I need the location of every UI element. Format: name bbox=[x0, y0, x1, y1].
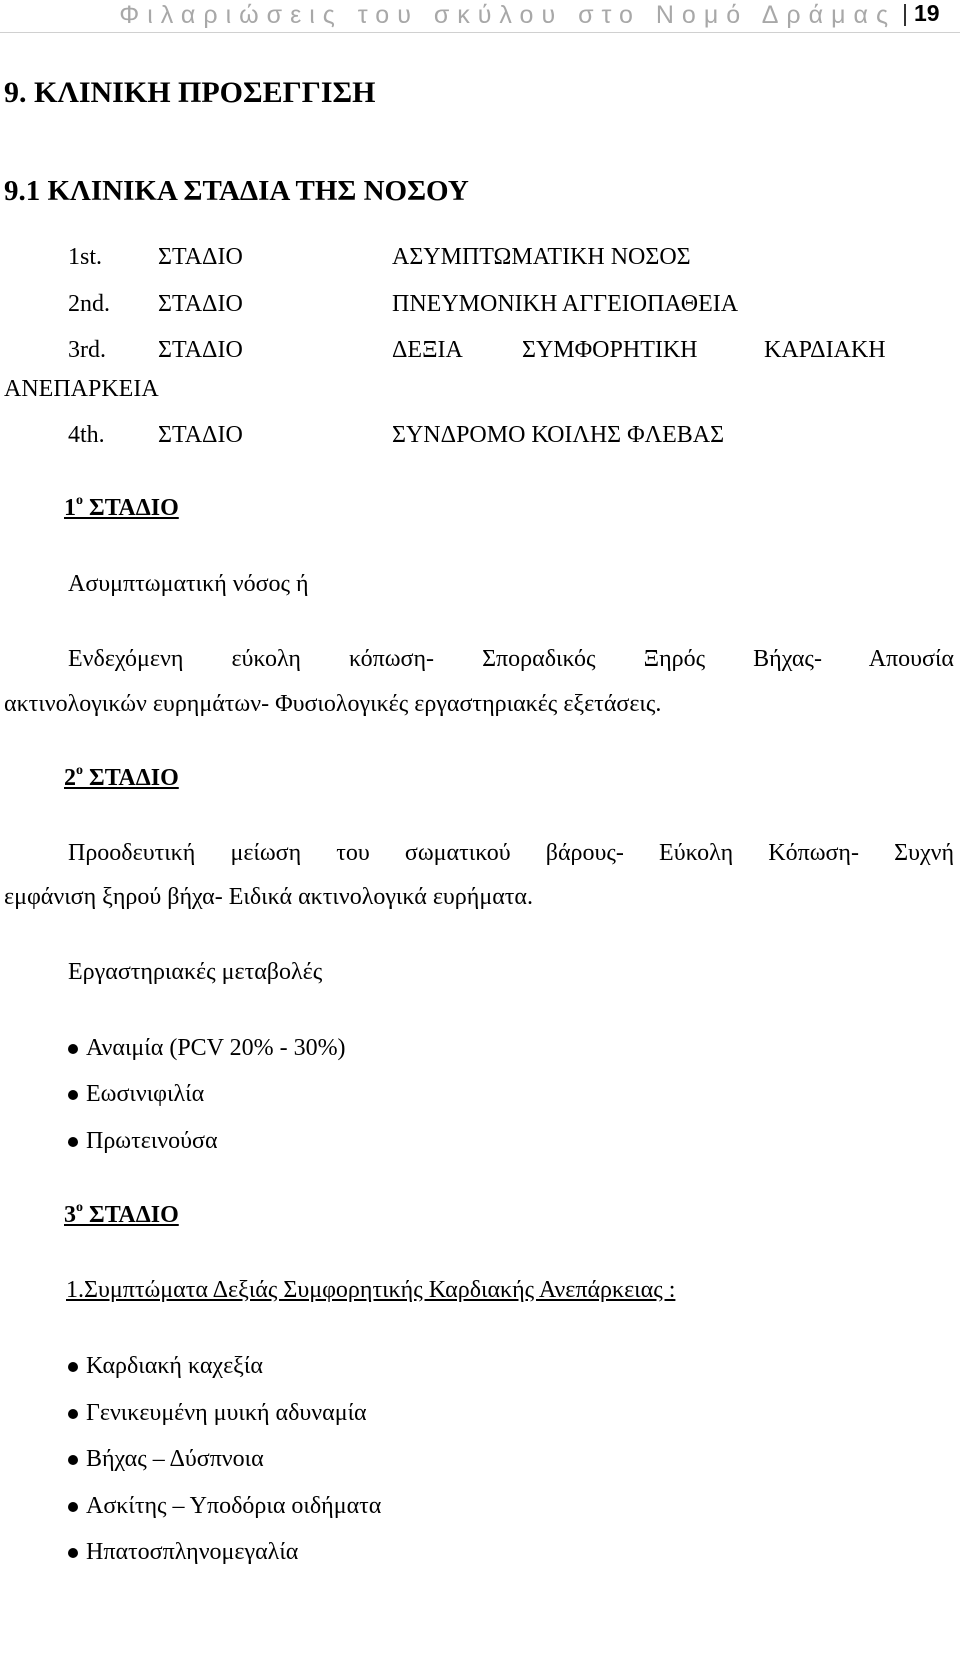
stage-description-continued: ΑΝΕΠΑΡΚΕΙΑ bbox=[4, 376, 159, 402]
stage1-intro: Ασυμπτωματική νόσος ή bbox=[68, 571, 309, 597]
running-title: Φιλαριώσεις του σκύλου στο Νομό Δράμας bbox=[119, 1, 896, 29]
header-rule bbox=[0, 32, 960, 33]
stage-word: ΣΤΑΔΙΟ bbox=[158, 337, 243, 363]
stage2-paragraph-line1: Προοδευτική μείωση του σωματικού βάρους- Εύκολη Κόπωση- Συχνή bbox=[68, 840, 954, 866]
header-divider bbox=[904, 4, 906, 26]
stage-description-part: ΚΑΡΔΙΑΚΗ bbox=[764, 337, 886, 363]
bullet-icon bbox=[68, 1044, 78, 1054]
bullet-icon bbox=[68, 1137, 78, 1147]
lab-changes-heading: Εργαστηριακές μεταβολές bbox=[68, 959, 323, 985]
running-header bbox=[0, 0, 960, 30]
stage1-heading: $1^o$ ΣΤΑΔΙΟ bbox=[64, 493, 179, 521]
bullet-icon bbox=[68, 1090, 78, 1100]
symptoms-heading: 1.Συμπτώματα Δεξιάς Συμφορητικής Καρδιακής Ανεπάρκειας : bbox=[66, 1277, 676, 1303]
stage-ordinal: 4th. bbox=[68, 422, 105, 448]
stage3-heading: $3^o$ ΣΤΑΔΙΟ bbox=[64, 1200, 179, 1228]
stage2-heading: $2^o$ ΣΤΑΔΙΟ bbox=[64, 763, 179, 791]
stage-description: ΑΣΥΜΠΤΩΜΑΤΙΚΗ ΝΟΣΟΣ bbox=[392, 244, 691, 270]
stage-word: ΣΤΑΔΙΟ bbox=[158, 422, 243, 448]
stage-word: ΣΤΑΔΙΟ bbox=[158, 291, 243, 317]
stage1-paragraph-line1: Ενδεχόμενη εύκολη κόπωση- Σποραδικός Ξηρός Βήχας- Απουσία bbox=[68, 646, 954, 672]
page-number: 19 bbox=[914, 0, 940, 26]
stage-ordinal: 2nd. bbox=[68, 291, 110, 317]
stage2-paragraph-line2: εμφάνιση ξηρού βήχα- Ειδικά ακτινολογικά ευρήματα. bbox=[4, 884, 533, 910]
bullet-icon bbox=[68, 1455, 78, 1465]
stage-description: ΠΝΕΥΜΟΝΙΚΗ ΑΓΓΕΙΟΠΑΘΕΙΑ bbox=[392, 291, 739, 317]
stage-description: ΣΥΝΔΡΟΜΟ ΚΟΙΛΗΣ ΦΛΕΒΑΣ bbox=[392, 422, 725, 448]
stage-ordinal: 3rd. bbox=[68, 337, 106, 363]
subsection-title: 9.1 ΚΛΙΝΙΚΑ ΣΤΑΔΙΑ ΤΗΣ ΝΟΣΟΥ bbox=[4, 175, 469, 207]
stage1-paragraph-line2: ακτινολογικών ευρημάτων- Φυσιολογικές εργαστηριακές εξετάσεις. bbox=[4, 691, 662, 717]
stage-ordinal: 1st. bbox=[68, 244, 103, 270]
stage-word: ΣΤΑΔΙΟ bbox=[158, 244, 243, 270]
bullet-icon bbox=[68, 1409, 78, 1419]
bullet-icon bbox=[68, 1502, 78, 1512]
document-page: Φιλαριώσεις του σκύλου στο Νομό Δράμας 19 9. ΚΛΙΝΙΚΗ ΠΡΟΣΕΓΓΙΣΗ 9.1 ΚΛΙΝΙΚΑ ΣΤΑΔΙΑ ΤΗΣ ΝΟΣΟΥ 1st. ΣΤΑΔΙΟ ΑΣΥΜΠΤΩΜΑΤΙΚΗ ΝΟΣΟΣ 2nd. ΣΤΑΔΙΟ ΠΝΕΥΜΟΝΙΚΗ ΑΓΓΕΙΟΠΑΘΕΙΑ 3rd. ΣΤΑΔΙΟ ΔΕΞΙΑ ΣΥΜΦΟΡΗΤΙΚΗ ΚΑΡΔΙΑΚΗ ΑΝΕΠΑΡΚΕΙΑ 4th. ΣΤΑΔΙΟ ΣΥΝΔΡΟΜΟ ΚΟΙΛΗΣ ΦΛΕΒΑΣ $1^o$ ΣΤΑΔΙΟ Ασυμπτωματική νόσος ή Ενδεχόμενη εύκολη κόπωση- Σποραδικός Ξηρός Βήχας- Απουσία ακτινολογικών ευρημάτων- Φυσιολογικές εργαστηριακές εξετάσεις. $2^o$ ΣΤΑΔΙΟ Προοδευτική μείωση του σωματικού βάρους- Εύκολη Κόπωση- Συχνή εμφάνιση ξηρού βήχα- Ειδικά ακτινολογικά ευρήματα. Εργαστηριακές μεταβολές Αναιμία (PCV 20% - 30%) Εωσινιφιλία Πρωτεινούσα $3^o$ ΣΤΑΔΙΟ 1.Συμπτώματα Δεξιάς Συμφορητικής Καρδιακής Ανεπάρκειας : Καρδιακή καχεξία Γενικευμένη μυική αδυναμία Βήχας – Δύσπνοια Ασκίτης – Υποδόρια οιδήματα Ηπατοσπληνομεγαλία bbox=[0, 0, 960, 1661]
stage-description-part: ΔΕΞΙΑ bbox=[392, 337, 463, 363]
bullet-icon bbox=[68, 1548, 78, 1558]
bullet-icon bbox=[68, 1362, 78, 1372]
stage-description-part: ΣΥΜΦΟΡΗΤΙΚΗ bbox=[522, 337, 698, 363]
section-title: 9. ΚΛΙΝΙΚΗ ΠΡΟΣΕΓΓΙΣΗ bbox=[4, 76, 376, 109]
